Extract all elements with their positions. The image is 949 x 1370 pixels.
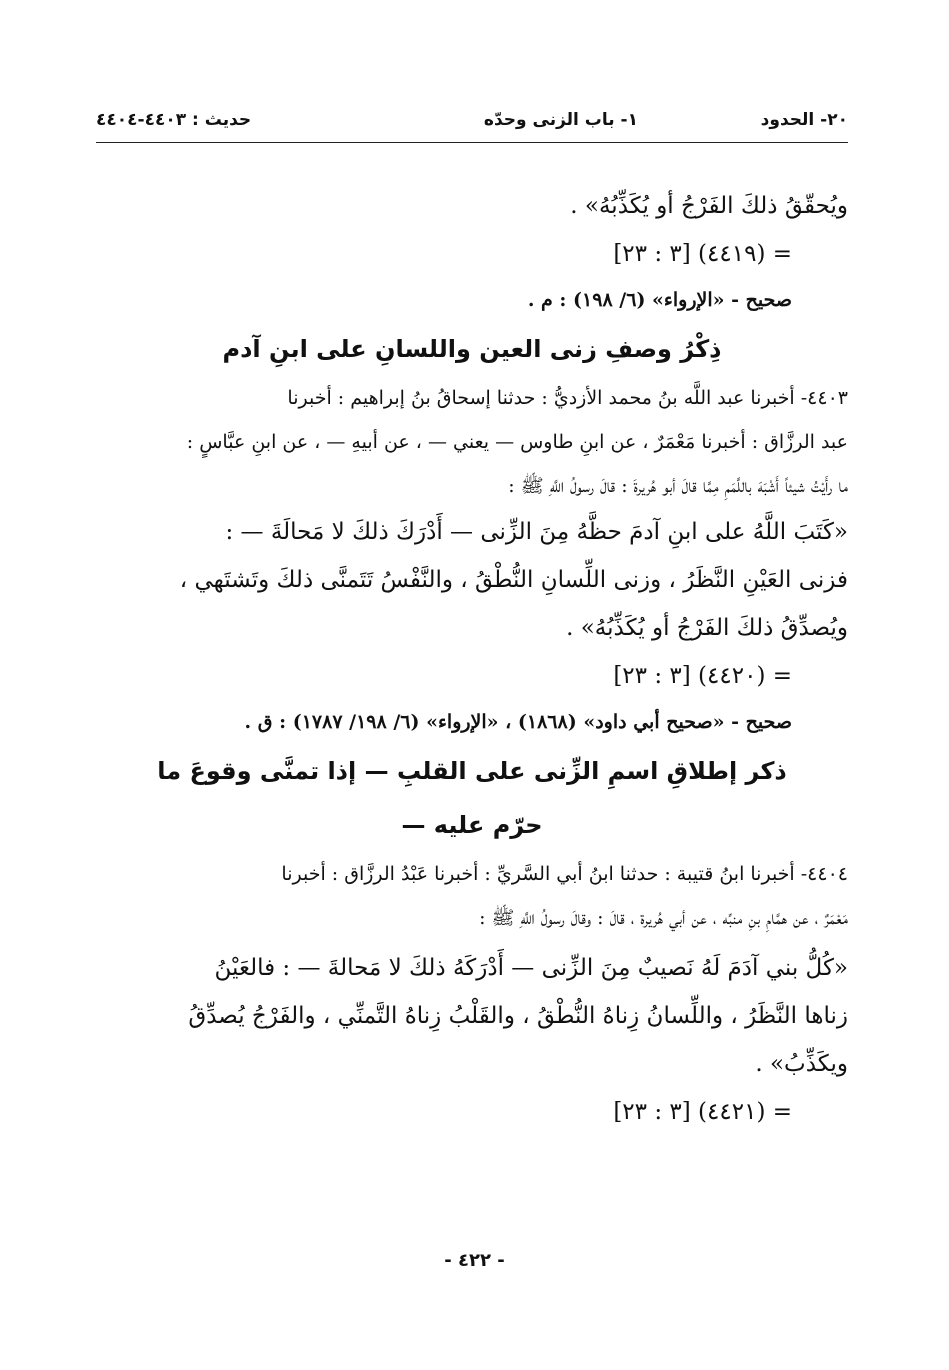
chapter-heading-continued: حرّم عليه — bbox=[401, 811, 543, 839]
matn-line: ويكَذِّبُ» . bbox=[755, 1051, 848, 1077]
matn-line: «كُلُّ بني آدَمَ لَهُ نَصيبٌ مِنَ الزِّنى — أَدْرَكَهُ ذلكَ لا مَحالةَ — : فالعَيْنُ bbox=[214, 955, 848, 981]
matn-line: زناها النَّظَرُ ، واللِّسانُ زِناهُ النُّطْقُ ، والقَلْبُ زِناهُ التَّمنِّي ، والفَرْجُ يُصدِّقُ bbox=[188, 1003, 848, 1029]
header-rule bbox=[96, 142, 848, 143]
matn-line: «كَتَبَ اللَّهُ على ابنِ آدمَ حظَّهُ مِنَ الزِّنى — أَدْرَكَ ذلكَ لا مَحالَةَ — : bbox=[225, 519, 848, 545]
chapter-heading: ذِكْرُ وصفِ زنى العين واللسانِ على ابنِ آدم bbox=[222, 335, 722, 363]
isnad-line: مَعْمَرٌ ، عن همَّامِ بنِ منبِّه ، عن أبي هُريرة ، قالَ : وقالَ رسولُ اللَّهِ ﷺ : bbox=[479, 907, 848, 929]
section-title: ١- باب الزنى وحدّه bbox=[483, 110, 638, 130]
isnad-line: ما رأَيْتُ شيئاً أَشْبَهَ باللَّمَمِ مِمَّا قالَ أبو هُريرةَ : قالَ رسولُ اللَّهِ ﷺ : bbox=[508, 475, 848, 497]
page-number: - ٤٢٢ - bbox=[444, 1250, 505, 1271]
cross-reference: = (٤٤٢٠) [٣ : ٢٣] bbox=[613, 663, 792, 689]
isnad-line: ٤٤٠٣- أخبرنا عبد اللَّه بنُ محمد الأزديُّ : حدثنا إسحاقُ بنُ إبراهيم : أخبرنا bbox=[287, 387, 848, 409]
chapter-heading: ذكر إطلاقِ اسمِ الزِّنى على القلبِ — إذا تمنَّى وقوعَ ما bbox=[157, 757, 787, 785]
hadith-range: حديث : ٤٤٠٣-٤٤٠٤ bbox=[96, 110, 252, 130]
matn-line: ويُصدِّقُ ذلكَ الفَرْجُ أو يُكَذِّبُهُ» . bbox=[566, 615, 848, 641]
page-body bbox=[96, 182, 848, 1136]
isnad-line: ٤٤٠٤- أخبرنا ابنُ قتيبة : حدثنا ابنُ أبي السَّريِّ : أخبرنا عَبْدُ الرزَّاق : أخبرنا bbox=[281, 863, 848, 885]
matn-line: فزنى العَيْنِ النَّظَرُ ، وزنى اللِّسانِ النُّطْقُ ، والنَّفْسُ تَتَمنَّى ذلكَ وتَشتَهي ، bbox=[179, 567, 848, 593]
matn-line: ويُحقّقُ ذلكَ الفَرْجُ أو يُكَذِّبُهُ» . bbox=[570, 193, 848, 219]
running-header bbox=[96, 104, 848, 138]
cross-reference: = (٤٤١٩) [٣ : ٢٣] bbox=[613, 241, 792, 267]
chapter-title: ٢٠- الحدود bbox=[760, 110, 848, 130]
isnad-line: عبد الرزَّاق : أخبرنا مَعْمَرٌ ، عن ابنِ طاوس — يعني — ، عن أبيهِ — ، عن ابنِ عبَّاسٍ : bbox=[186, 431, 848, 453]
cross-reference: = (٤٤٢١) [٣ : ٢٣] bbox=[613, 1099, 792, 1125]
grading-note: صحيح - «الإرواء» (٦/ ١٩٨) : م . bbox=[527, 289, 792, 311]
grading-note: صحيح - «صحيح أبي داود» (١٨٦٨) ، «الإرواء» (٦/ ١٩٨/ ١٧٨٧) : ق . bbox=[244, 711, 792, 733]
